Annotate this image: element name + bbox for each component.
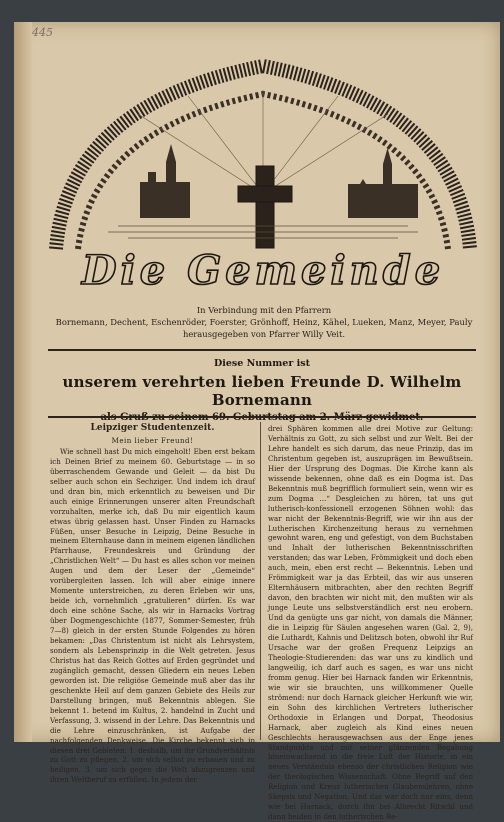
dedication-line1: Diese Nummer ist	[214, 358, 310, 369]
masthead-title: Die Gemeinde	[81, 247, 445, 294]
masthead-subtitle	[54, 304, 474, 340]
article-text-right: drei Sphären kommen alle drei Motive zur Geltung: Verhältnis zu Gott, zu sich selbst und zur Welt. Bei der Lehre handelt es sich darum, das neue Prinzip, das im Christentum gegeben ist, auszuprägen im Bewußtsein. Hier der Ursprung des Dogmas. Die Kirche kann als wissende bekennen, ohne daß es ein Dogma ist. Das Bekenntnis muß begrifflich formuliert sein, wenn wir es zum Dogma …“ Desgleichen zu hören, tat uns gut lutherisch-konfessionell erzogenen Söhnen wohl: das war nicht der Bekenntnis-Begriff, wie wir ihn aus der Lutherischen Kirchenzeitung heraus zu vernehmen gewohnt waren, eng und gefestigt, von dem Buchstaben und Inhalt der lutherischen Bekenntnisschriften verstanden; das war Leben, Frömmigkeit und doch eben auch, mein, eben erst recht — Bekenntnis. Leben und Frömmigkeit war ja das Erbteil, das wir aus unseren Elternhäusern mitbrachten, aber den rechten Begriff davon, den brachten wir nicht mit, den mußten wir als junge Leute uns selbstverständlich erst neu erobern. Und da genügte uns gar nicht, von damals die Männer, die in Leipzig für Säulen angesehen waren (Gal. 2, 9), die Luthardt, Kahnis und Delitzsch boten, obwohl ihr Ruf Ursache war der großen Frequenz Leipzigs an Theologie-Studierenden: das war uns zu kindlich und langweilig, ich darf auch es sagen, es war uns nicht fromm genug. Hier bei Harnack fanden wir Erkenntnis, wie wir sie brauchten, uns willkommener Quelle strömend: nur doch Harnack gleicher Herkunft wie wir, ein Sohn des kirchlichen Vertreters lutherischer Orthodoxie in Erlangen und Dorpat, Theodosius Harnack, aber zugleich als Kind eines neuen Geschlechts herausgewachsen aus der Enge jenes Standpunkts und mit seiner glänzenden Begabung hineinwachsend in die freie Luft der Historie, in ein neues Verständnis ebenso der christlichen Religion wie der theologischen Wissenschaft. Ohne Begriff auf den Religion und Kreuz lutherischen Glaubenslehren, ohne Skepsis und Negation. Und das war doch nur eins, denn wie bei Harnack, durch ihn bei Albrecht Ritschl und dann beiden in den lutherischen Be-	[268, 424, 473, 822]
masthead-illustration	[48, 44, 478, 302]
rule-top	[48, 349, 476, 351]
rule-bottom	[48, 416, 476, 418]
article-column-left	[50, 423, 255, 785]
subtitle-line2: Bornemann, Dechent, Eschenröder, Foerster, Grönhoff, Heinz, Kähel, Lueken, Manz, Meyer, Pauly	[55, 317, 473, 327]
article-salutation: Mein lieber Freund!	[111, 435, 194, 445]
article-column-right	[268, 424, 473, 822]
dedication-block	[48, 358, 476, 423]
dedication-line2: unserem verehrten lieben Freunde D. Wilhelm Bornemann	[62, 373, 462, 409]
subtitle-line1: In Verbindung mit den Pfarrern	[196, 305, 332, 315]
city-left	[140, 144, 190, 218]
newspaper-page	[14, 22, 500, 822]
subtitle-line3: herausgegeben von Pfarrer Willy Veit.	[182, 329, 346, 339]
article-heading: Leipziger Studentenzeit.	[90, 423, 215, 433]
column-divider	[260, 422, 261, 740]
page-number: 445	[32, 26, 53, 39]
city-right	[348, 148, 418, 218]
page-binding	[14, 22, 32, 742]
article-text-left: Wie schnell hast Du mich eingeholt! Eben erst bekam ich Deinen Brief zu meinem 60. Geburtstage — in so überraschendem Gewande und Geleit — da bist Du selber auch schon ein Sechziger. Und indem ich drauf und dran bin, mich erkenntlich zu beweisen und Dir auch einige Erinnerungen unserer alten Freundschaft vorzuhalten, merke ich, daß Du mir eigentlich kaum etwas übrig gelassen hast. Unser Finden zu Harnacks Füßen, unser Besuche in Leipzig, Deine Besuche in meinem Elternhause dann in meinem eigenen ländlichen Pfarrhause, Freundeskreis und Gründung der „Christlichen Welt“ — Du hast es alles schon vor meinen Augen und dem der Leser der „Gemeinde“ vorübergleiten lassen. Ich will aber einige innere Momente unterstreichen, zu deren Erleben wir uns, beide ich, vornehmlich „gratulieren“ dürfen. Es war doch eine schöne Sache, als wir in Harnacks Vortrag über Dogmengeschichte (1877, Sommer-Semester, früh 7—8) gleich in der ersten Stunde Folgendes zu hören bekamen: „Das Christentum ist nicht als Lehrsystem, sondern als Lebensprinzip in die Welt getreten. Jesus Christus hat das Reich Gottes auf Erden gegründet und zugänglich gemacht, dessen Gliedern ein neues Leben geworden ist. Die religiöse Gemeinde muß aber das ihr geschenkte Heil auf dem ganzen Gebiete des Heils zur Darstellung bringen, muß Bekenntnis ablegen. Sie bekennt 1. betend im Kultus, 2. handelnd in Zucht und Verfassung, 3. wissend in der Lehre. Das Bekenntnis und die Lehre einzuschränken, ist Aufgabe der nachfolgenden Denkweise. Die Kirche bekennt sich in diesen drei Gebieten: 1. deshalb, um ihr Grundverhältnis zu Gott zu pflegen, 2. um sich selbst zu erbauen und zu heiligen, 3. um sich gegen die Welt abzugrenzen und ihren Weltberuf zu erfüllen. In jedem der	[50, 446, 255, 785]
cross-icon	[238, 166, 292, 248]
